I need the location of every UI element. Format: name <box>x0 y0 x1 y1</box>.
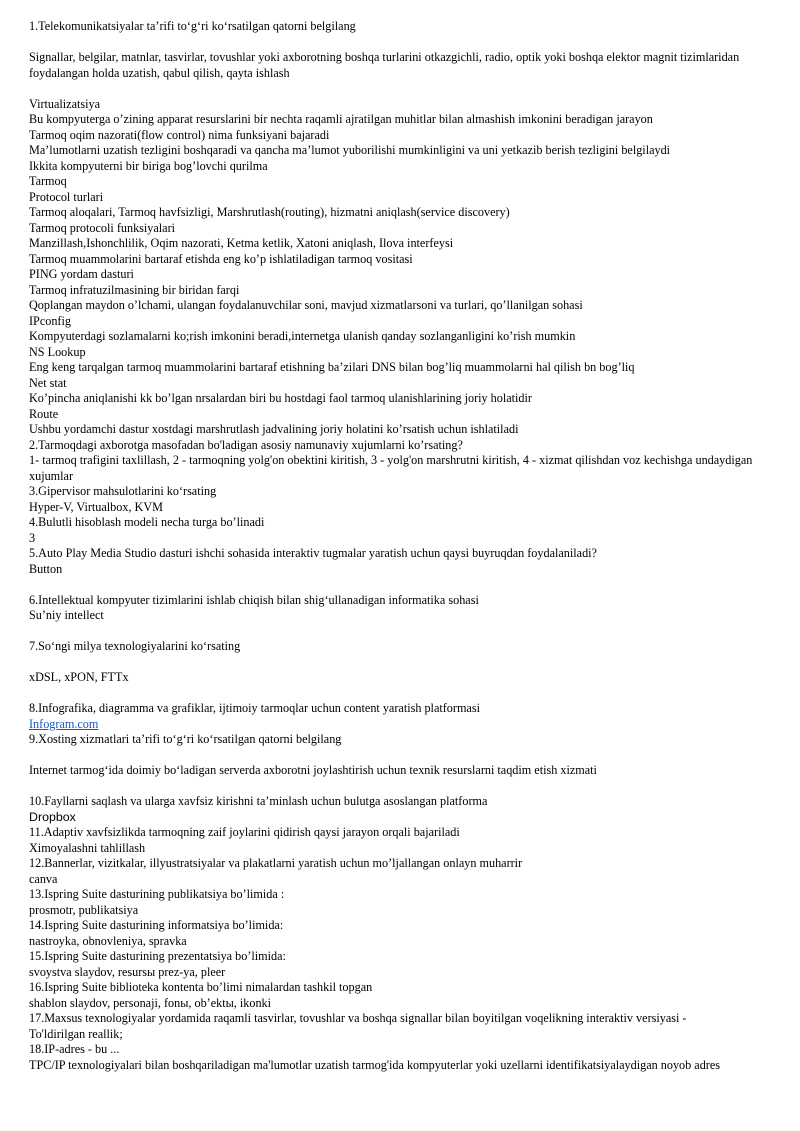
document-line: Ma’lumotlarni uzatish tezligini boshqaradi va qancha ma’lumot yuborilishi mumkinligini va uni yetkazib berish tezligini belgilaydi <box>29 143 671 157</box>
document-line: Route <box>29 406 59 421</box>
document-line: 6.Intellektual kompyuter tizimlarini ishlab chiqish bilan shig‘ullanadigan informatika sohasi <box>29 592 479 607</box>
document-line: IPconfig <box>29 313 71 328</box>
document-line: 12.Bannerlar, vizitkalar, illyustratsiyalar va plakatlarni yaratish uchun mo’ljallangan onlayn muharrir <box>29 856 523 870</box>
document-line: Tarmoq aloqalari, Tarmoq havfsizligi, Marshrutlash(routing), hizmatni aniqlash(service discovery) <box>29 205 510 219</box>
document-line: PING yordam dasturi <box>29 267 134 281</box>
document-line: 4.Bulutli hisoblash modeli necha turga bo’linadi <box>29 515 265 529</box>
document-line: Internet tarmog‘ida doimiy bo‘ladigan serverda axborotni joylashtirish uchun texnik resurslarni taqdim etish xizmati <box>29 763 597 777</box>
document-line: 9.Xosting xizmatlari ta’rifi to‘g‘ri ko‘rsatilgan qatorni belgilang <box>29 732 342 746</box>
document-line: To'ldirilgan reallik; <box>29 1026 123 1041</box>
document-line: Ko’pincha aniqlanishi kk bo’lgan nrsalardan biri bu hostdagi faol tarmoq ulanishlarining joriy holatidir <box>29 391 532 405</box>
document-line: Kompyuterdagi sozlamalarni ko;rish imkonini beradi,internetga ulanish qanday sozlanganligini ko’rish mumkin <box>29 329 576 343</box>
document-line: 3.Gipervisor mahsulotlarini ko‘rsating <box>29 484 217 498</box>
document-line: Protocol turlari <box>29 189 104 204</box>
document-line: shablon slaydov, personaji, fonы, ob’ektы, ikonki <box>29 995 272 1010</box>
document-line: Hyper-V, Virtualbox, KVM <box>29 499 163 514</box>
document-line: Tarmoq oqim nazorati(flow control) nima funksiyani bajaradi <box>29 127 330 142</box>
document-line: Button <box>29 561 63 576</box>
document-line: 16.Ispring Suite biblioteka kontenta bo’limi nimalardan tashkil topgan <box>29 980 373 994</box>
document-line: Tarmoq muammolarini bartaraf etishda eng ko’p ishlatiladigan tarmoq vositasi <box>29 251 413 266</box>
document-line: 1.Telekomunikatsiyalar ta’rifi to‘g‘ri ko‘rsatilgan qatorni belgilang <box>29 19 356 33</box>
document-line: 8.Infografika, diagramma va grafiklar, ijtimoiy tarmoqlar uchun content yaratish platformasi <box>29 701 480 715</box>
document-line: Ushbu yordamchi dastur xostdagi marshrutlash jadvalining joriy holatini ko’rsatish uchun ishlatiladi <box>29 422 519 436</box>
document-line: Eng keng tarqalgan tarmoq muammolarini bartaraf etishning ba’zilari DNS bilan bog’liq muammolarni hal qilish bn bog’liq <box>29 360 635 374</box>
document-line: prosmotr, publikatsiya <box>29 902 139 917</box>
document-line: 14.Ispring Suite dasturining informatsiya bo’limida: <box>29 918 284 932</box>
document-line: Signallar, belgilar, matnlar, tasvirlar, tovushlar yoki axborotning boshqa turlarini otkazgichli, radio, optik yoki boshqa elektor magnit tizimlaridan foydalangan holda uzatish, qabul qilish, qayta ishlash <box>29 50 740 80</box>
document-line: Bu kompyuterga o’zining apparat resurslarini bir nechta raqamli ajratilgan muhitlar bilan almashish imkonini beradigan jarayon <box>29 112 653 126</box>
infogram-link[interactable]: Infogram.com <box>29 716 99 731</box>
document-line: Qoplangan maydon o’lchami, ulangan foydalanuvchilar soni, mavjud xizmatlarsoni va turlari, qo’llanilgan sohasi <box>29 298 583 312</box>
document-line: Tarmoq infratuzilmasining bir biridan farqi <box>29 282 240 297</box>
document-line: Tarmoq <box>29 174 67 188</box>
document-line: Tarmoq protocoli funksiyalari <box>29 220 176 235</box>
document-line: 18.IP-adres - bu ... <box>29 1042 120 1056</box>
document-line: 5.Auto Play Media Studio dasturi ishchi sohasida interaktiv tugmalar yaratish uchun qaysi buyruqdan foydalaniladi? <box>29 546 597 560</box>
document-line: 3 <box>29 530 36 545</box>
document-line: 10.Fayllarni saqlash va ularga xavfsiz kirishni ta’minlash uchun bulutga asoslangan platforma <box>29 794 488 808</box>
document-line: 17.Maxsus texnologiyalar yordamida raqamli tasvirlar, tovushlar va boshqa signallar bilan boyitilgan voqelikning interaktiv versiyasi - <box>29 1011 687 1025</box>
document-line: 1- tarmoq trafigini taxlillash, 2 - tarmoqning yolg'on obektini kiritish, 3 - yolg'on marshrutni kiritish, 4 - xizmat qilishdan voz kechishga undaydigan xujumlar <box>29 453 753 483</box>
document-line: NS Lookup <box>29 344 86 359</box>
document-line <box>29 717 779 733</box>
document-line: nastroyka, obnovleniya, spravka <box>29 933 187 948</box>
document-line: Virtualizatsiya <box>29 96 101 111</box>
document-body <box>29 19 779 1073</box>
document-line: xDSL, xPON, FTTx <box>29 670 129 684</box>
document-line: Su’niy intellect <box>29 608 104 622</box>
document-line: 15.Ispring Suite dasturining prezentatsiya bo’limida: <box>29 949 286 963</box>
document-line: 2.Tarmoqdagi axborotga masofadan bo'ladigan asosiy namunaviy xujumlarni ko’rsating? <box>29 437 463 452</box>
document-line: Manzillash,Ishonchlilik, Oqim nazorati, Ketma ketlik, Xatoni aniqlash, Ilova interfeysi <box>29 236 454 250</box>
document-line: 13.Ispring Suite dasturining publikatsiya bo’limida : <box>29 887 285 901</box>
document-line: svoystva slaydov, resursы prez-ya, pleer <box>29 964 226 979</box>
document-line: 11.Adaptiv xavfsizlikda tarmoqning zaif joylarini qidirish qaysi jarayon orqali bajariladi <box>29 825 460 839</box>
document-line: Net stat <box>29 375 67 390</box>
document-line: 7.So‘ngi milya texnologiyalarini ko‘rsating <box>29 639 241 653</box>
document-line: Ikkita kompyuterni bir biriga bog’lovchi qurilma <box>29 158 268 173</box>
document-line: Dropbox <box>29 809 76 824</box>
document-line: canva <box>29 871 58 886</box>
document-line: TPC/IP texnologiyalari bilan boshqariladigan ma'lumotlar uzatish tarmog'ida kompyuterlar yoki uzellarni identifikatsiyalaydigan noyob adres <box>29 1057 721 1072</box>
document-line: Ximoyalashni tahlillash <box>29 840 146 855</box>
